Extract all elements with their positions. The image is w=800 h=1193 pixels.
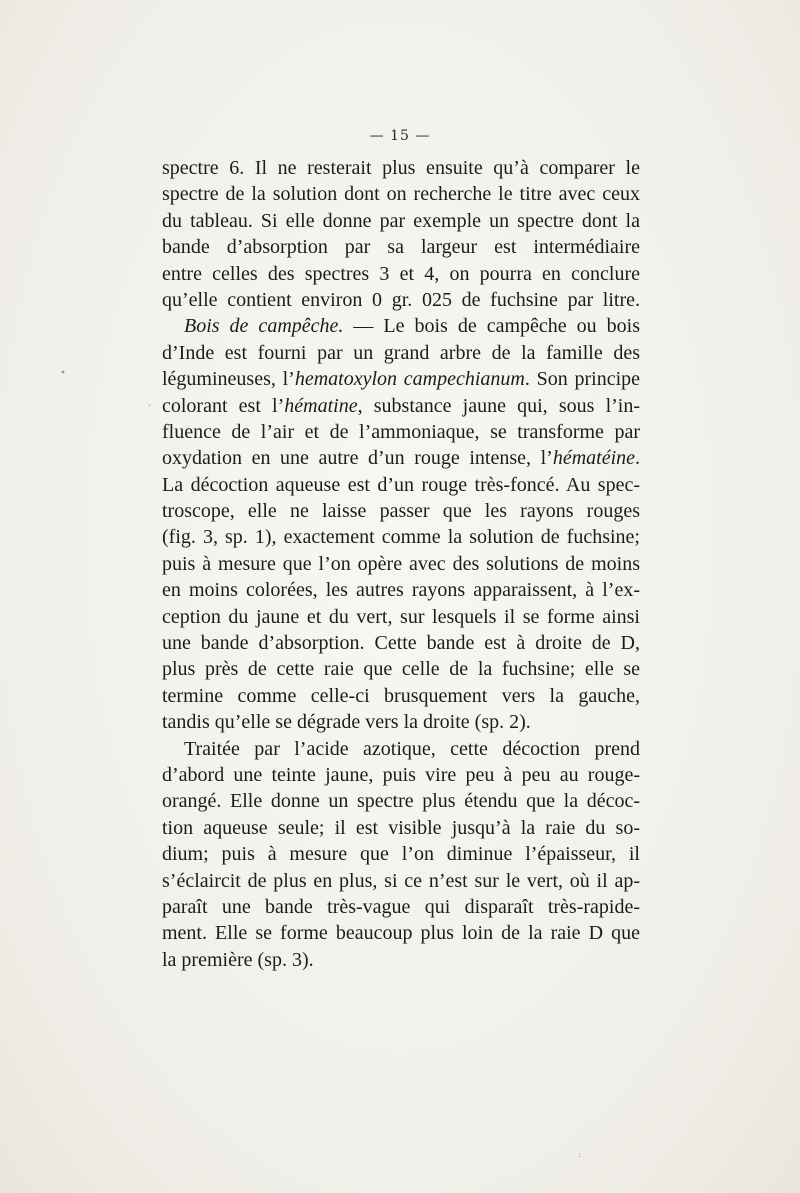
text-line: paraît une bande très-vague qui disparaît très-rapide- bbox=[162, 895, 640, 918]
text-line: colorant est l’hématine, substance jaune qui, sous l’in- bbox=[162, 394, 640, 417]
body-text bbox=[162, 155, 640, 973]
text-line: légumineuses, l’hematoxylon campechianum. Son principe bbox=[162, 368, 641, 391]
text-line: la première (sp. 3). bbox=[162, 948, 314, 971]
text-line: d’abord une teinte jaune, puis vire peu à peu au rouge- bbox=[162, 763, 640, 786]
paper-speck: . bbox=[148, 398, 152, 409]
text-line: d’Inde est fourni par un grand arbre de la famille des bbox=[162, 341, 640, 364]
text-line: plus près de cette raie que celle de la fuchsine; elle se bbox=[162, 658, 640, 681]
text-line: Traitée par l’acide azotique, cette décoction prend bbox=[184, 737, 640, 760]
text-line: tandis qu’elle se dégrade vers la droite (sp. 2). bbox=[162, 711, 531, 734]
text-line: puis à mesure que l’on opère avec des solutions de moins bbox=[162, 552, 640, 575]
text-line: orangé. Elle donne un spectre plus étendu que la décoc- bbox=[162, 790, 640, 813]
text-line: en moins colorées, les autres rayons apparaissent, à l’ex- bbox=[162, 579, 640, 602]
text-line: spectre 6. Il ne resterait plus ensuite qu’à comparer le bbox=[162, 157, 640, 179]
text-line: dium; puis à mesure que l’on diminue l’épaisseur, il bbox=[162, 843, 640, 866]
text-line: s’éclaircit de plus en plus, si ce n’est sur le vert, où il ap- bbox=[162, 869, 640, 892]
paper-speck: • bbox=[60, 368, 66, 379]
text-line: bande d’absorption par sa largeur est intermédiaire bbox=[162, 236, 640, 259]
text-line: termine comme celle-ci brusquement vers la gauche, bbox=[162, 684, 640, 707]
page-number: — 15 — bbox=[369, 128, 431, 144]
section-heading: Bois de campêche. bbox=[184, 315, 344, 338]
text-line: spectre de la solution dont on recherche le titre avec ceux bbox=[162, 183, 640, 206]
text-line: entre celles des spectres 3 et 4, on pourra en conclure bbox=[162, 262, 640, 285]
text-line: (fig. 3, sp. 1), exactement comme la solution de fuchsine; bbox=[162, 526, 640, 549]
text-line: tion aqueuse seule; il est visible jusqu’à la raie du so- bbox=[162, 816, 640, 839]
text-line: Bois de campêche. — Le bois de campêche ou bois bbox=[184, 315, 640, 338]
text-line: ception du jaune et du vert, sur lesquels il se forme ainsi bbox=[162, 605, 640, 628]
text-line: fluence de l’air et de l’ammoniaque, se transforme par bbox=[162, 420, 640, 443]
paper-speck: : bbox=[578, 1150, 581, 1159]
text-line: ment. Elle se forme beaucoup plus loin de la raie D que bbox=[162, 922, 640, 945]
text-line: troscope, elle ne laisse passer que les rayons rouges bbox=[162, 500, 640, 523]
text-line: oxydation en une autre d’un rouge intense, l’hématéine. bbox=[162, 447, 640, 470]
text-line: La décoction aqueuse est d’un rouge très-foncé. Au spec- bbox=[162, 473, 640, 496]
text-line: qu’elle contient environ 0 gr. 025 de fuchsine par litre. bbox=[162, 288, 640, 311]
text-line: du tableau. Si elle donne par exemple un spectre dont la bbox=[162, 209, 640, 232]
text-line: une bande d’absorption. Cette bande est à droite de D, bbox=[162, 632, 640, 655]
